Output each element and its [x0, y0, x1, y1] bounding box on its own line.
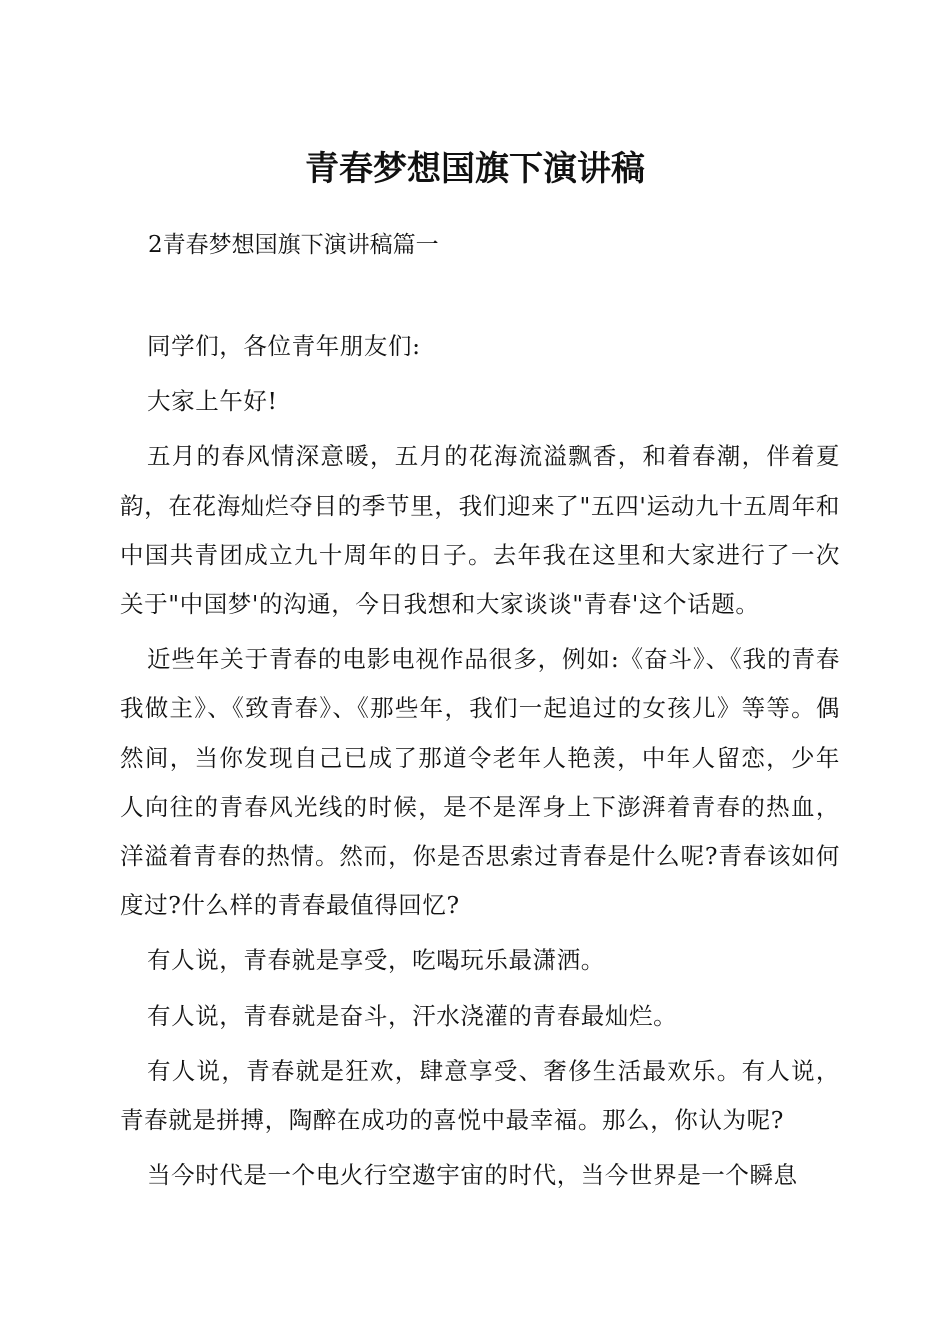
paragraph-youth-carnival: 有人说，青春就是狂欢，肆意享受、奢侈生活最欢乐。有人说，青春就是拼搏，陶醉在成功的喜悦中最幸福。那么，你认为呢?: [120, 1056, 840, 1135]
paragraph-may-intro: 五月的春风情深意暖，五月的花海流溢飘香，和着春潮，伴着夏韵，在花海灿烂夺目的季节里，我们迎来了"五四'运动九十五周年和中国共青团成立九十周年的日子。去年我在这里和大家进行了一次关于"中国梦'的沟通，今日我想和大家谈谈"青春'这个话题。: [120, 442, 840, 619]
paragraph-youth-enjoy: 有人说，青春就是享受，吃喝玩乐最潇洒。: [147, 946, 605, 975]
paragraph-greeting: 同学们，各位青年朋友们:: [147, 332, 421, 360]
paragraph-youth-struggle: 有人说，青春就是奋斗，汗水浇灌的青春最灿烂。: [147, 1001, 678, 1030]
paragraph-era: 当今时代是一个电火行空遨宇宙的时代，当今世界是一个瞬息: [147, 1161, 798, 1190]
paragraph-salutation: 大家上午好!: [147, 387, 278, 416]
paragraph-youth-films: 近些年关于青春的电影电视作品很多，例如:《奋斗》、《我的青春我做主》、《致青春》、《那些年，我们一起追过的女孩儿》等等。偶然间，当你发现自己已成了那道令老年人艳羡，中年人留恋，少年人向往的青春风光线的时候，是不是浑身上下澎湃着青春的热血，洋溢着青春的热情。然而，你是否思索过青春是什么呢?青春该如何度过?什么样的青春最值得回忆?: [120, 645, 840, 920]
document-subtitle: 2青春梦想国旗下演讲稿篇一: [148, 232, 439, 258]
document-title: 青春梦想国旗下演讲稿: [305, 149, 645, 189]
document-body: [120, 322, 840, 1206]
